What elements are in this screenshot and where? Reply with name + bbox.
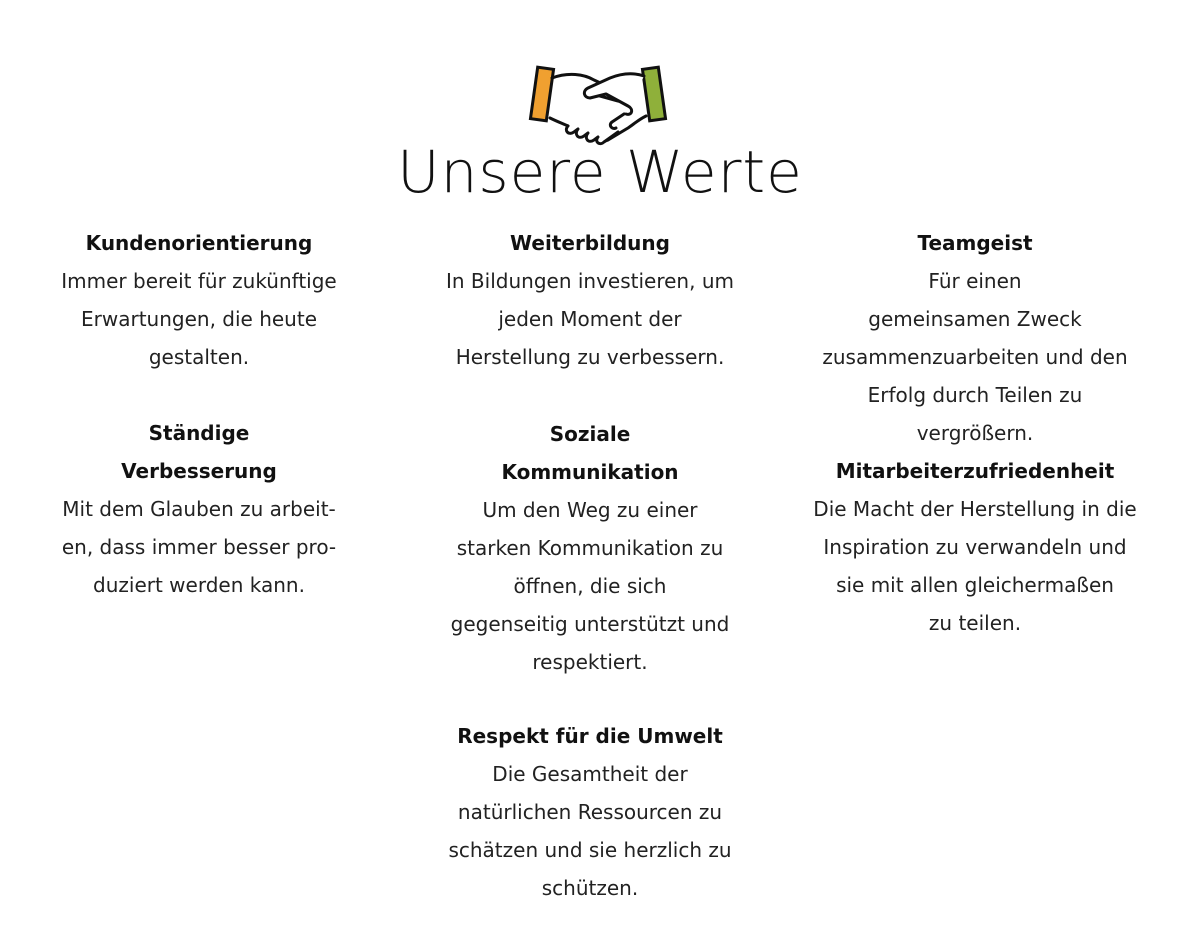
value-soziale-kommunikation [420, 415, 760, 681]
value-text: Immer bereit für zukünftige Erwartungen, die heute gestalten. [61, 269, 337, 369]
value-teamgeist [790, 224, 1160, 452]
value-text: Mit dem Glauben zu arbeit- en, dass immer besser pro- duziert werden kann. [61, 497, 337, 597]
value-heading: Kundenorientierung [85, 231, 313, 255]
value-text: In Bildungen investieren, um jeden Moment der Herstellung zu verbessern. [446, 269, 734, 369]
value-kundenorientierung [30, 224, 368, 376]
value-heading: Ständige Verbesserung [121, 421, 277, 483]
handshake-icon [528, 62, 672, 148]
value-heading: Weiterbildung [510, 231, 670, 255]
value-weiterbildung [420, 224, 760, 376]
value-heading: Respekt für die Umwelt [457, 724, 723, 748]
left-cuff-shape [530, 67, 553, 121]
value-staendige-verbesserung [30, 414, 368, 604]
value-heading: Mitarbeiterzufriedenheit [835, 459, 1115, 483]
value-mitarbeiterzufriedenheit [790, 452, 1160, 642]
page-title: Unsere Werte [397, 138, 803, 206]
value-heading: Soziale Kommunikation [501, 422, 679, 484]
value-text: Die Macht der Herstellung in die Inspiration zu verwandeln und sie mit allen gleichermaßen zu teilen. [813, 497, 1137, 635]
value-text: Für einen gemeinsamen Zweck zusammenzuarbeiten und den Erfolg durch Teilen zu vergrößern. [822, 269, 1128, 445]
value-respekt-umwelt [420, 717, 760, 907]
value-heading: Teamgeist [917, 231, 1033, 255]
value-text: Die Gesamtheit der natürlichen Ressourcen zu schätzen und sie herzlich zu schützen. [448, 762, 732, 900]
value-text: Um den Weg zu einer starken Kommunikation zu öffnen, die sich gegenseitig unterstützt und respektiert. [450, 498, 730, 674]
right-cuff-shape [642, 67, 665, 121]
